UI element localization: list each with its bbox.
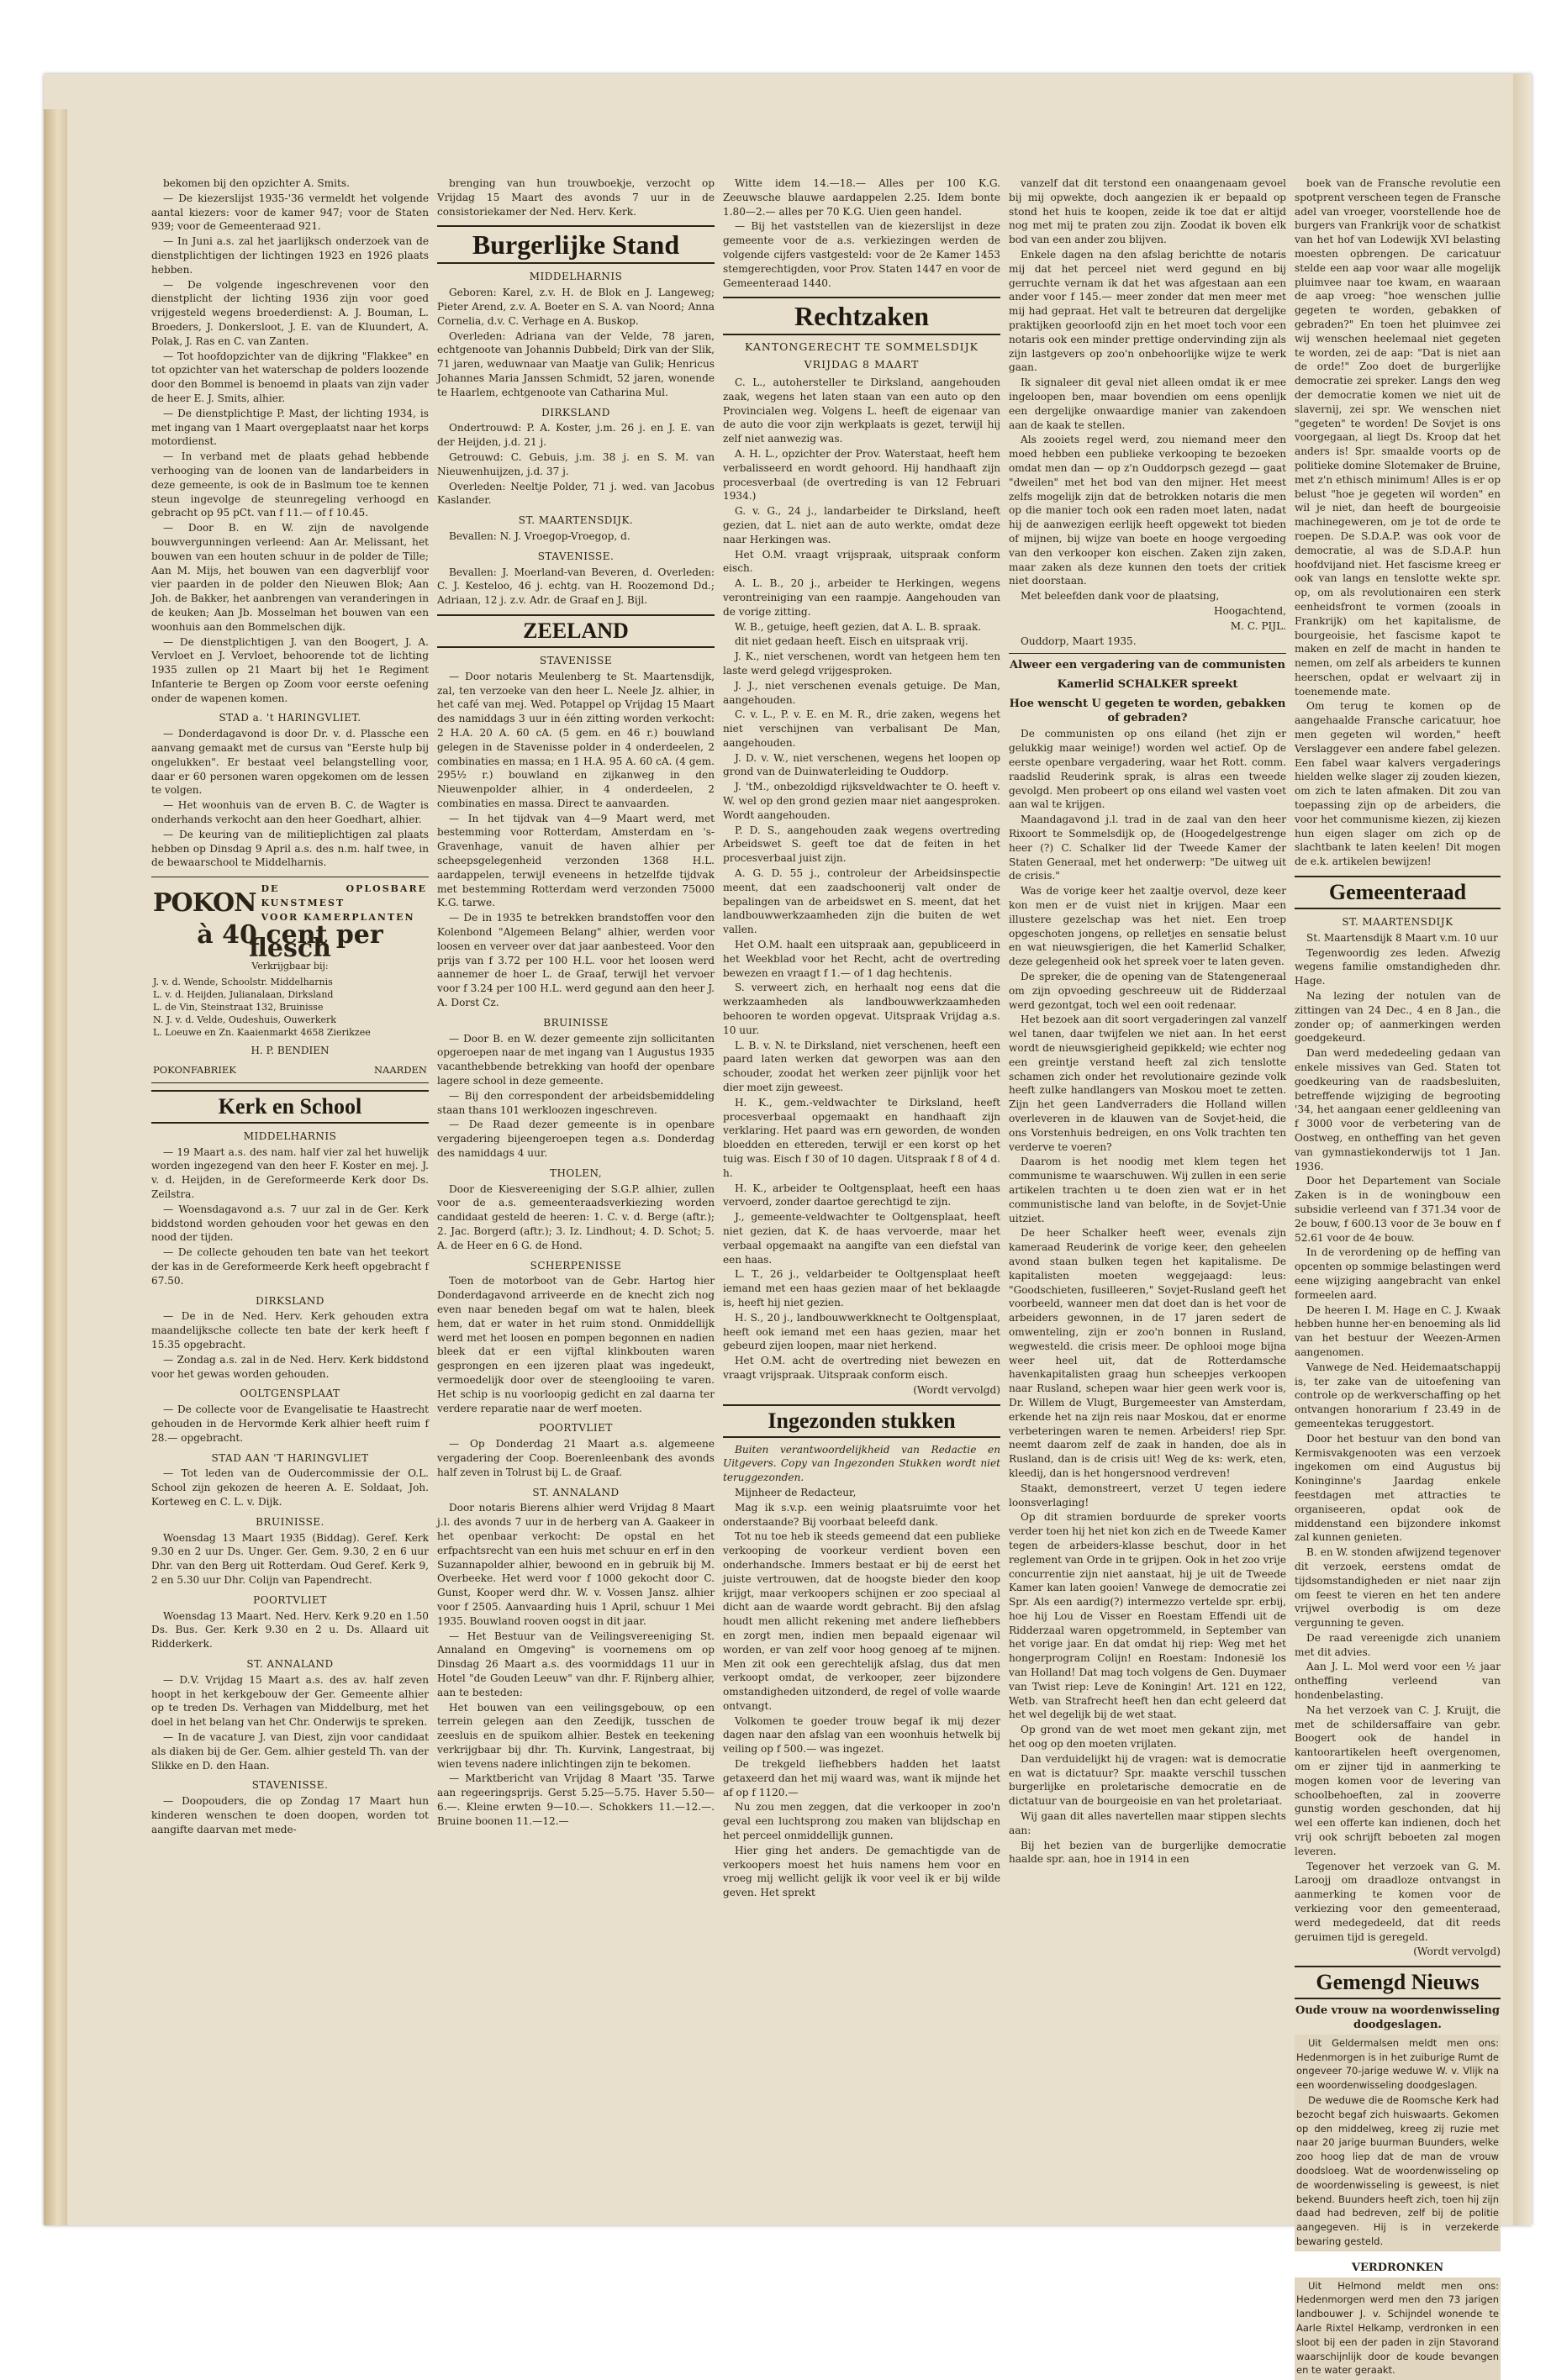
article-text: Als zooiets regel werd, zou niemand meer den moed hebben een publieke verkooping te bezoeken omdat men dan — op z'n Ouddorpsch gezegd — gaat "dweilen" met het bod van den mijner. Het meest zelfs mogelijk zijn dat de betrokken notaris die men op die manier toch ook een raden moet laten, nadat hij de aanwezigen eerlijk heeft opgewekt tot bieden of mijnen, bij wijze van boete en hooge vergoeding van den verkooper kon eischen. Zaken zijn zaken, maar zaken als deze kunnen den toets der critiek niet doorstaan. bbox=[1009, 434, 1286, 587]
section-title-rechtzaken: Rechtzaken bbox=[723, 297, 1000, 335]
article-text: — Door B. en W. dezer gemeente zijn sollicitanten opgeroepen naar de met ingang van 1 Augustus 1935 vacanthebbende betrekking van hoofd der openbare lagere school in deze gemeente. bbox=[437, 1032, 715, 1087]
article-text: L. B. v. N. te Dirksland, niet verschenen, heeft een paard laten werken dat geworpen was aan den schouder, zoodat het werken zeer pijnlijk voor het dier moet zijn geweest. bbox=[723, 1039, 1000, 1094]
place-heading: MIDDELHARNIS bbox=[529, 271, 623, 283]
article-text: Het O.M. vraagt vrijspraak, uitspraak conform eisch. bbox=[723, 548, 1000, 575]
article-text: De weduwe die de Roomsche Kerk had bezocht begaf zich huiswaarts. Gekomen op den middelweg, kreeg zij ruzie met naar 20 jarige buurman Buunders, welke zoo hoog liep dat de man de vrouw doodsloeg. Wat de woordenwisseling op de woordenwisseling is geweest, is niet bekend. Buunders heeft zich, toen hij zijn daad had bedreven, zelf bij de politie aangegeven. Hij is in verzekerde bewaring gesteld. bbox=[1296, 2094, 1499, 2247]
section-title-zeeland: ZEELAND bbox=[437, 614, 715, 648]
column-4 bbox=[1009, 176, 1286, 1867]
article-text: H. S., 20 j., landbouwwerkknecht te Ooltgensplaat, heeft ook iemand met een haas gezien, maar het gebeurd zijen loopen, maar niet herkend. bbox=[723, 1311, 1000, 1352]
article-text: Het bezoek aan dit soort vergaderingen zal vanzelf wel tanen, daar twijfelen we niet aan. In het eerst wordt de nieuwsgierigheid gepikkeld; wie echter nog een greintje verstand heeft zal zich tenslotte schamen zich onder het revolutionaire gezinde volk heeft zulke handlangers van Moskou moet te zetten. Zijn het geen Landverraders die Holland willen overleveren in de klauwen van de Sovjet-heid, die ons Vorstenhuis bedreigen, en ons Volk trachten ten verderve te voeren? bbox=[1009, 1014, 1286, 1153]
article-text: Overleden: Neeltje Polder, 71 j. wed. van Jacobus Kaslander. bbox=[437, 480, 715, 507]
ad-seller: L. v. d. Heijden, Julianalaan, Dirksland bbox=[153, 989, 334, 1001]
article-text: Getrouwd: C. Gebuis, j.m. 38 j. en S. M. van Nieuwenhuijzen, j.d. 37 j. bbox=[437, 450, 715, 477]
section-title-kerk-en-school: Kerk en School bbox=[151, 1090, 429, 1124]
article-text: J. J., niet verschenen evenals getuige. De Man, aangehouden. bbox=[723, 679, 1000, 706]
article-text: Ondertrouwd: P. A. Koster, j.m. 26 j. en J. E. van der Heijden, j.d. 21 j. bbox=[437, 422, 715, 449]
article-text: Dan verduidelijkt hij de vragen: wat is democratie en wat is dictatuur? Spr. maakte verschil tusschen burgerlijke en proletarische democratie en de dictatuur van de bourgeoisie en van het proletariaat. bbox=[1009, 1752, 1286, 1808]
article-text: De heer Schalker heeft weer, evenals zijn kameraad Reuderink de vorige keer, den geheelen avond staan bulken tegen het kapitalisme. De kapitalisten moeten weggejaagd: leus: "Goodschieten, fusilleeren," Sovjet-Rusland geeft het voorbeeld, wanneer men dat doet dan is het voor de arbeiders gewonnen, in de 17 jaren sedert de omwenteling, zijn er zoo'n bonnen in Rusland, wegwesteld. die crisis meer. De ophlooi moge bijna weer heel uit, dat de Rotterdamsche havenkapitalisten graag hun scheepjes verkoopen naar Rusland, schepen waar hier geen werk voor is, Dr. Willem de Vlugt, Burgemeester van Amsterdam, erkende het na zijn reis naar Moskou, dat er enorme verbeteringen waren te nemen. Arbeiders! riep Spr. neemt daarom zelf de zaak in handen, doe als in Rusland, dan is de crisis uit! Weg de ks: werk, eten, kleedij, dan is het hongersnood verdreven! bbox=[1009, 1227, 1286, 1479]
article-text: Door het bestuur van den bond van Kermisvakgenooten was een verzoek ingekomen om eind Augustus bij Koninginne's Jaardag enkele feestdagen met attracties te organiseeren, opdat ook de middenstand een bijzondere inkomst zal kunnen genieten. bbox=[1295, 1432, 1501, 1544]
place-heading: POORTVLIET bbox=[253, 1593, 327, 1606]
article-text: De communisten op ons eiland (het zijn er gelukkig maar weinige!) worden wel actief. Op de eerste openbare vergadering, waar het Rott. comm. raadslid Reuderink sprak, is alras een tweede gevolgd. Men probeert op ons eiland wel vasten voet aan wal te krijgen. bbox=[1009, 728, 1286, 811]
article-text: Na lezing der notulen van de zittingen van 24 Dec., 4 en 8 Jan., die zonder op; of aanmerkingen werden goedgekeurd. bbox=[1295, 990, 1501, 1045]
section-title-burgerlijke-stand: Burgerlijke Stand bbox=[437, 225, 715, 264]
section-title-ingezonden-stukken: Ingezonden stukken bbox=[723, 1404, 1000, 1438]
article-text: J., gemeente-veldwachter te Ooltgensplaat, heeft niet gezien, dat K. de haas vervoerde, maar het verbaal opgemaakt na aangifte van een diefstal van een haas. bbox=[723, 1211, 1000, 1266]
article-text: L. T., 26 j., veldarbeider te Ooltgensplaat heeft iemand met een haas gezien maar of het beklaagde is, heeft hij niet gezien. bbox=[723, 1268, 1000, 1308]
place-heading: THOLEN, bbox=[549, 1166, 603, 1179]
article-text: — De Raad dezer gemeente is in openbare vergadering bijeengeroepen tegen a.s. Donderdag des namiddags 4 uur. bbox=[437, 1119, 715, 1160]
article-text: Om terug te komen op de aangehaalde Fransche caricatuur, hoe men gegeten wil worden," heeft Verslaggever een andere fabel gelezen. Een fabel waar kalvers vergaderings hielden welke slager zij zouden kiezen, om zich te laten afmaken. Dit zou van toepassing zijn op de arbeiders, die voor het communisme kiezen, zij kiezen hun eigen slager om zich op de slachtbank te laten keelen! Dit mogen de e.k. artikelen bewijzen! bbox=[1295, 700, 1501, 868]
article-text: De spreker, die de opening van de Statengeneraal om zijn opvoeding geschreeuw uit de Ridderzaal werd gezontgat, toch wel een ooit redenaar. bbox=[1009, 971, 1286, 1011]
continued-note: (Wordt vervolgd) bbox=[913, 1383, 1000, 1396]
article-text: C. v. L., P. v. E. en M. R., drie zaken, wegens het niet verschijnen van verbalisant De Man, aangehouden. bbox=[723, 708, 1000, 749]
article-text: — In verband met de plaats gehad hebbende verhooging van de loonen van de landarbeiders in deze gemeente, is ook de in Baslmum toe te kennen steun ingevolge de steunregeling verhoogd en gebracht op 95 pCt. van f 11.— of f 10.45. bbox=[151, 450, 429, 519]
article-headline: Oude vrouw na woordenwisseling doodgeslagen. bbox=[1295, 2004, 1500, 2032]
court-heading: KANTONGERECHT TE SOMMELSDIJK bbox=[745, 340, 979, 354]
article-text: — De dienstplichtigen J. van den Boogert, J. A. Vervloet en J. Vervloet, behoorende tot de lichting 1935 zullen op 21 Maart bij het 1e Regiment Infanterie te Bergen op Zoom voor eerste oefening onder de wapenen komen. bbox=[151, 635, 429, 704]
article-text: Staakt, demonstreert, verzet U tegen iedere loonsverlaging! bbox=[1009, 1482, 1286, 1509]
article-headline: Alweer een vergadering van de communisten bbox=[1010, 659, 1285, 672]
article-text: brenging van hun trouwboekje, verzocht op Vrijdag 15 Maart des avonds 7 uur in de consistoriekamer der Ned. Herv. Kerk. bbox=[437, 177, 715, 218]
article-text: Woensdag 13 Maart. Ned. Herv. Kerk 9.20 en 1.50 Ds. Bus. Ger. Kerk 9.30 en 2 u. Ds. Allaard uit Ridderkerk. bbox=[151, 1609, 429, 1651]
ad-factory-city: NAARDEN bbox=[373, 1064, 427, 1077]
article-text: — Op Donderdag 21 Maart a.s. algemeene vergadering der Coop. Boerenleenbank des avonds half zeven in Tolrust bij L. de Graaf. bbox=[437, 1438, 715, 1478]
article-text: De trekgeld liefhebbers hadden het laatst getaxeerd dan het mij waard was, want ik mijnde het af op f 1120.— bbox=[723, 1758, 1000, 1798]
ad-seller: N. J. v. d. Velde, Oudeshuis, Ouwerkerk bbox=[153, 1014, 336, 1026]
article-text: — Doopouders, die op Zondag 17 Maart hun kinderen wenschen te doen doopen, worden tot aangifte daarvan met mede- bbox=[151, 1795, 429, 1835]
place-heading: DIRKSLAND bbox=[541, 406, 610, 419]
page-edge bbox=[1513, 74, 1532, 2225]
place-heading: ST. ANNALAND bbox=[532, 1486, 620, 1498]
article-text: Daarom is het noodig met klem tegen het communisme te waarschuwen. Wij zullen in een serie artikelen trachten u te doen zien wat er in het communistische land van belofte, in de Sovjet-Unie uitziet. bbox=[1009, 1156, 1286, 1224]
article-headline: VERDRONKEN bbox=[1351, 2261, 1444, 2274]
article-text: — De collecte voor de Evangelisatie te Haastrecht gehouden in de Hervormde Kerk alhier heeft ruim f 28.— opgebracht. bbox=[151, 1403, 429, 1444]
article-text: St. Maartensdijk 8 Maart v.m. 10 uur bbox=[1306, 931, 1498, 944]
article-text: vanzelf dat dit terstond een onaangenaam gevoel bij mij opwekte, doch aangezien ik er bepaald op stond het huis te koopen, zeide ik toe dat er altijd nog met mij te praten zou zijn. Zoodat ik boven elk bod van een ander zou blijven. bbox=[1009, 177, 1286, 246]
article-text: — De collecte gehouden ten bate van het teekort der kas in de Gereformeerde Kerk heeft opgebracht f 67.50. bbox=[151, 1246, 429, 1287]
article-text: S. verweert zich, en herhaalt nog eens dat die werkzaamheden als landbouwwerkzaamheden behooren te worden opgevat. Uitspraak Vrijdag a.s. 10 uur. bbox=[723, 982, 1000, 1036]
column-3 bbox=[723, 176, 1000, 1901]
article-subheadline: Hoe wenscht U gegeten te worden, gebakken of gebraden? bbox=[1009, 697, 1286, 724]
article-text: Geboren: Karel, z.v. H. de Blok en J. Langeweg; Pieter Arend, z.v. A. Boeter en S. A. van Noord; Anna Cornelia, d.v. C. Verhage en A. Buskop. bbox=[437, 287, 715, 327]
place-heading: ST. MAARTENSDIJK bbox=[1342, 916, 1453, 929]
ad-seller: J. v. d. Wende, Schoolstr. Middelharnis bbox=[153, 977, 333, 988]
article-text: Het O.M. acht de overtreding niet bewezen en vraagt vrijspraak. Uitspraak conform eisch. bbox=[723, 1355, 1000, 1381]
letter-signature: M. C. PIJL. bbox=[1230, 619, 1286, 632]
article-text: — Zondag a.s. zal in de Ned. Herv. Kerk biddstond voor het gewas worden gehouden. bbox=[151, 1353, 429, 1380]
court-date: VRIJDAG 8 MAART bbox=[804, 358, 920, 371]
column-1 bbox=[151, 176, 429, 1837]
article-text: Na het verzoek van C. J. Kruijt, die met de schildersaffaire van gebr. Boogert ook de handel in kantoorartikelen heeft overgenomen, om er zijner tijd in aanmerking te mogen komen voor de levering van schoolbehoeften, zal in zooverre gunstig worden geschonden, dat hij wel een offerte kan indienen, doch het vrij ook schrijft beboeten zal mogen leveren. bbox=[1295, 1703, 1501, 1857]
article-text: Ik signaleer dit geval niet alleen omdat ik er mee ingeloopen ben, maar bovendien om eens openlijk een dergelijke onwaardige manier van zakendoen aan de kaak te stellen. bbox=[1009, 376, 1286, 431]
article-text: G. v. G., 24 j., landarbeider te Dirksland, heeft gezien, dat L. niet aan de auto werkte, omdat deze naar Herkingen was. bbox=[723, 505, 1000, 545]
place-heading: STAD a. 't HARINGVLIET. bbox=[219, 712, 361, 724]
pokon-advertisement bbox=[151, 877, 429, 1083]
article-text: Door notaris Bierens alhier werd Vrijdag 8 Maart j.l. des avonds 7 uur in de herberg van A. Gaakeer in het openbaar verkocht: De opstal en het erfpachtsrecht van een huis met schuur en erf in den Suzannapolder alhier, bewoond en in gebruik bij M. Overbeeke. Het werd voor f 1000 gekocht door C. Gunst, Kooper werd dhr. W. v. Vossen Jansz. alhier voor f 2505. Aanvaarding huis 1 April, schuur 1 Mei 1935. Bouwland rooven oogst in dit jaar. bbox=[437, 1502, 715, 1627]
article-text: — Door B. en W. zijn de navolgende bouwvergunningen verleend: Aan Ar. Melissant, het bouwen van een houten schuur in de polder de Tille; Aan M. Mijs, het bouwen van een dagverblijf voor vier paarden in de polder den Nieuwen Blok; Aan Joh. de Bakker, het aanbrengen van veranderingen in de keuken; Aan Jb. Mosselman het bouwen van een woonhuis aan den Bommelschen dijk. bbox=[151, 522, 429, 633]
place-heading: ST. MAARTENSDIJK. bbox=[518, 514, 634, 527]
article-text: J. D. v. W., niet verschenen, wegens het loopen op grond van de Duinwaterleiding te Ouddorp. bbox=[723, 751, 1000, 778]
article-text: — Het woonhuis van de erven B. C. de Wagter is onderhands verkocht aan den heer Goedhart, alhier. bbox=[151, 799, 429, 826]
article-text: — De volgende ingeschrevenen voor den dienstplicht der lichting 1936 zijn voor goed vrijgesteld wegens broederdienst: A. J. Bouman, L. Broeders, J. Donkersloot, J. E. van de Kluundert, A. Polak, J. Ras en C. van Zanten. bbox=[151, 278, 429, 347]
article-text: — In de vacature J. van Diest, zijn voor candidaat als diaken bij de Ger. Gem. alhier gesteld Th. van der Slikke en D. den Haan. bbox=[151, 1730, 429, 1772]
article-text: — Donderdagavond is door Dr. v. d. Plassche een aanvang gemaakt met de cursus van "Eerste hulp bij ongelukken". Er bestaat veel belangstelling voor, daar er 60 personen waren opgekomen om de lessen te volgen. bbox=[151, 728, 429, 797]
news-item bbox=[1295, 2277, 1501, 2380]
article-text: — D.V. Vrijdag 15 Maart a.s. des av. half zeven hoopt in het kerkgebouw der Ger. Gemeente alhier op te treden Ds. Verhagen van Middelburg, met het doel in het belang van het Chr. Onderwijs te spreken. bbox=[151, 1673, 429, 1729]
place-heading: STAVENISSE. bbox=[537, 550, 615, 562]
article-text: Het bouwen van een veilingsgebouw, op een terrein gelegen aan den Zeedijk, tusschen de zeesluis en de spuikom alhier. Bestek en teekening verkrijgbaar bij dhr. Th. Kurvink, Langestraat, bij wien tevens nadere inlichtingen zijn te bekomen. bbox=[437, 1701, 715, 1770]
article-text: — In Juni a.s. zal het jaarlijksch onderzoek van de dienstplichtigen der lichtingen 1923 en 1926 plaats hebben. bbox=[151, 235, 429, 276]
article-text: P. D. S., aangehouden zaak wegens overtreding Arbeidswet S. geeft toe dat de feiten in het procesverbaal juist zijn. bbox=[723, 824, 1000, 865]
ad-seller: L. Loeuwe en Zn. Kaaienmarkt 4658 Zierikzee bbox=[153, 1027, 371, 1039]
article-text: A. H. L., opzichter der Prov. Waterstaat, heeft hem verbalisseerd en wordt gehoord. Hij handhaaft zijn procesverbaal (de overtreding is van 12 Februari 1934.) bbox=[723, 447, 1000, 503]
article-text: Maandagavond j.l. trad in de zaal van den heer Rixoort te Sommelsdijk op, de (Hoogedelgestrenge heer (?) C. Schalker lid der Tweede Kamer der Staten Generaal, met het onderwerp: "De uitweg uit de crisis." bbox=[1009, 814, 1286, 882]
article-text: C. L., autohersteller te Dirksland, aangehouden zaak, wegens het laten staan van een auto op den Provincialen weg. Volgens L. heeft de eigenaar van de auto die voor zijn werkplaats is gezet, terwijl hij zelf niet aanwezig was. bbox=[723, 376, 1000, 445]
ad-seller: L. de Vin, Steinstraat 132, Bruinisse bbox=[153, 1002, 324, 1014]
article-text: — Door notaris Meulenberg te St. Maartensdijk, zal, ten verzoeke van den heer L. Neele Jz. alhier, in het café van mej. Wed. Potappel op Vrijdag 15 Maart des namiddags 3 uur in één zitting worden verkocht: 2 H.A. 20 A. 60 cA. (5 gem. en 46 r.) bouwland gelegen in de Stavenisse polder in 4 onderdeelen, 2 combinaties en massa; en 1 H.A. 95 A. 60 cA. (4 gem. 295½ r.) bouwland en zijkanweg in den Nieuwenpolder alhier, in 4 onderdeelen, 2 combinaties en massa. Direct te aanvaarden. bbox=[437, 670, 715, 809]
article-text: — 19 Maart a.s. des nam. half vier zal het huwelijk worden ingezegend van den heer F. Koster en mej. J. v. d. Heijden, in de Gereformeerde Kerk door Ds. Zeilstra. bbox=[151, 1145, 429, 1201]
divider bbox=[1009, 653, 1286, 654]
article-subheadline: Kamerlid SCHALKER spreekt bbox=[1057, 678, 1238, 692]
article-text: J. 'tM., onbezoldigd rijksveldwachter te O. heeft v. W. wel op den grond gezien maar niet aangesproken. Wordt aangehouden. bbox=[723, 781, 1000, 821]
place-heading: MIDDELHARNIS bbox=[243, 1129, 337, 1142]
article-text: — De in de Ned. Herv. Kerk gehouden extra maandelijksche collecte ten bate der kerk heeft f 15.35 opgebracht. bbox=[151, 1310, 429, 1351]
article-text: A. L. B., 20 j., arbeider te Herkingen, wegens verontreiniging van een raampje. Aangehouden van de vorige zitting. bbox=[723, 577, 1000, 618]
place-heading: BRUINISSE bbox=[543, 1016, 609, 1029]
article-text: Mijnheer de Redacteur, bbox=[735, 1486, 857, 1498]
article-text: Woensdag 13 Maart 1935 (Biddag). Geref. Kerk 9.30 en 2 uur Ds. Unger. Ger. Gem. 9.30, 2 en 6 uur Dhr. van den Berg uit Rotterdam. Oud Geref. Kerk 9, 2 en 5.30 uur Dhr. Colijn van Papendrecht. bbox=[151, 1531, 429, 1586]
article-text: — Het Bestuur van de Veilingsvereeniging St. Annaland en Omgeving" is voornemens om op Dinsdag 26 Maart a.s. des voormiddags 11 uur in Hotel "de Gouden Leeuw" van dhr. F. Rijnberg alhier, aan te besteden: bbox=[437, 1630, 715, 1698]
article-text: Nu zou men zeggen, dat die verkooper in zoo'n geval een luchtsprong zou maken van blijdschap en het perceel onmiddellijk gunnen. bbox=[723, 1801, 1000, 1842]
article-text: — In het tijdvak van 4—9 Maart werd, met bestemming voor Rotterdam, Amsterdam en 's-Gravenhage, vanuit de haven alhier per scheepsgelegenheid verzonden 1368 H.L. aardappelen, terwijl eveneens in hetzelfde tijdvak met bestemming Rotterdam werd verzonden 75000 K.G. tarwe. bbox=[437, 812, 715, 909]
article-text: Bevallen: N. J. Vroegop-Vroegop, d. bbox=[449, 529, 630, 542]
news-item bbox=[1295, 2035, 1501, 2251]
letter-closing: Hoogachtend, bbox=[1213, 604, 1286, 617]
ad-sold-by: Verkrijgbaar bij: bbox=[251, 961, 329, 972]
place-heading: DIRKSLAND bbox=[256, 1294, 324, 1307]
article-text: Aan J. L. Mol werd voor een ½ jaar ontheffing verleend van hondenbelasting. bbox=[1295, 1661, 1501, 1702]
article-text: — Tot leden van de Oudercommissie der O.L. School zijn gekozen de heeren A. E. Soldaat, Joh. Korteweg en C. L. v. Dijk. bbox=[151, 1467, 429, 1508]
place-heading: SCHERPENISSE bbox=[530, 1259, 622, 1272]
article-text: boek van de Fransche revolutie een spotprent verscheen tegen de Fransche adel van vroeger, voorstellende hoe de burgers van Frankrijk voor de schatkist van het hof van Lodewijk XVI belasting moesten opbrengen. De caricatuur stelde een aap voor waar alle mogelijk pluimvee naar toe kwam, en waaraan de aap vroeg: "hoe wenschen jullie gegeten te worden, gebakken of gebraden?" En toen het pluimvee zei wij wenschen heelemaal niet gegeten te worden, zei de aap: "Dat is niet aan de orde!" Zoo doet de burgerlijke democratie zei spreker. Langs den weg der democratie komen we niet uit de slavernij, zei spr. We wenschen niet "gegeten" te worden! De Sovjet is ons voorgegaan, al liegt Ds. Kroop dat het anders is! Spr. smaalde voorts op de politieke domine Slotemaker de Bruine, met z'n ethisch minimum! Alles is er op belust "hoe je gegeten wil worden" en wil je niet, dan heeft de bourgeoisie machinegeweren, om je tot de orde te roepen. De S.D.A.P. was ook voor de democratie, al was de S.D.A.P. hun hoofdvijand niet. Het fascisme kreeg er ook van langs en tenslotte wekte spr. op, om als revolutionairen een sterk eenheidsfront te vormen (zooals in Frankrijk) om het kapitalisme, de bourgeoisie, het fascisme kapot te maken en zelf de macht in handen te nemen, om zelf als arbeiders te kunnen heerschen, opdat er welvaart zij in toenemende mate. bbox=[1295, 177, 1501, 698]
ad-tagline-2: VOOR KAMERPLANTEN bbox=[261, 911, 415, 923]
article-text: B. en W. stonden afwijzend tegenover dit verzoek, eerstens omdat de tijdsomstandigheden er niet naar zijn om feest te vieren en het ten andere vrijwel overbodig is om deze vergunning te geven. bbox=[1295, 1546, 1501, 1630]
article-text: Door de Kiesvereeniging der S.G.P. alhier, zullen voor de a.s. gemeenteraadsverkiezing worden candidaat gesteld de heeren: 1. C. v. d. Berge (aftr.); 2. Jac. Borgerd (aftr.); 3. Iz. Lindhout; 4. D. Schot; 5. A. de Heer en 6 G. de Hond. bbox=[437, 1182, 715, 1251]
ad-factory: POKONFABRIEK bbox=[153, 1064, 236, 1077]
column-5 bbox=[1295, 176, 1501, 2380]
place-heading: ST. ANNALAND bbox=[246, 1657, 334, 1670]
place-heading: BRUINISSE. bbox=[256, 1515, 324, 1528]
continued-note: (Wordt vervolgd) bbox=[1413, 1946, 1501, 1958]
article-text: Met beleefden dank voor de plaatsing, bbox=[1021, 590, 1220, 603]
article-text: J. K., niet verschenen, wordt van hetgeen hem ten laste werd gelegd vrijgesproken. bbox=[723, 650, 1000, 677]
article-text: De raad vereenigde zich unaniem met dit advies. bbox=[1295, 1631, 1501, 1658]
place-heading: POORTVLIET bbox=[539, 1422, 613, 1435]
place-heading: OOLTGENSPLAAT bbox=[240, 1387, 340, 1400]
ad-price: à 40 cent per flesch bbox=[197, 919, 383, 964]
article-text: — De dienstplichtige P. Mast, der lichting 1934, is met ingang van 1 Maart overgeplaatst naar het korps motordienst. bbox=[151, 407, 429, 448]
article-text: Witte idem 14.—18.— Alles per 100 K.G. Zeeuwsche blauwe aardappelen 2.25. Idem bonte 1.80—2.— alles per 70 K.G. Uien geen handel. bbox=[723, 177, 1000, 218]
place-heading: STAVENISSE bbox=[539, 654, 613, 666]
section-title-gemengd-nieuws: Gemengd Nieuws bbox=[1295, 1966, 1501, 1999]
column-2 bbox=[437, 176, 715, 1830]
article-text: H. K., gem.-veldwachter te Dirksland, heeft procesverbaal opgemaakt en handhaaft zijn verklaring. Het paard was ern geworden, de wonden bloedden en ettereden, terwijl er een korst op het tuig was. Eisch f 30 of 10 dagen. Uitspraak f 8 of 4 d. h. bbox=[723, 1096, 1000, 1179]
article-text: Op dit stramien borduurde de spreker voorts verder toen hij het niet kon zich en de Tweede Kamer tegen de arbeiders-klasse beschut, door in het reglement van Orde in te grijpen. Ook in het zoo vrije concurrentie zijn niet aanstaat, hij je uit de Tweede Kamer kan laten gooien! Vanwege de democratie zei Spr. Als een aardig(?) intermezzo vertelde spr. erbij, hoe hij Lou de Visser en Roestam Effendi uit de Ridderzaal waren opgetrommeld, in September van het vorige jaar. En dat omdat hij riep: Weg met het hongerprogram Colijn! en Roestam: Indonesië los van Holland! Dat mag toch volgens de Gen. Duymaer van Twist riep: Leve de Koningin! Art. 121 en 122, Wetb. van Strafrecht heeft hen dan echt geleerd dat het wel degelijk bij de wet staat. bbox=[1009, 1511, 1286, 1721]
article-text: Bevallen: J. Moerland-van Beveren, d. Overleden: C. J. Kesteloo, 46 j. echtg. van H. Roozemond Dd.; Adriaan, 12 j. z.v. Adr. de Graaf en J. Bijl. bbox=[437, 566, 715, 607]
article-text: Tegenwoordig zes leden. Afwezig wegens familie omstandigheden dhr. Hage. bbox=[1295, 946, 1501, 987]
article-text: Enkele dagen na den afslag berichtte de notaris mij dat het perceel niet werd gegund en bij gerruchte vernam ik dat het was afgestaan aan een ander voor f 145.— meer zonder dat men meer met mij had gepraat. Het valt te betreuren dat dergelijke praktijken geoorloofd zijn en het moet toch voor een notaris ook een minder prettige ondervinding zijn als zijn lastgevers op zoo'n onbehoorlijke wijze te werk gaan. bbox=[1009, 248, 1286, 374]
place-heading: STAVENISSE. bbox=[251, 1779, 329, 1792]
article-text: Op grond van de wet moet men gekant zijn, met het oog op den moeten vrijlaten. bbox=[1009, 1724, 1286, 1751]
article-text: A. G. D. 55 j., controleur der Arbeidsinspectie meent, dat een zaadschoonerij valt onder de bepalingen van de arbeidswet en S. meent, dat het landbouwwerkzaamheden zijn die buiten de wet vallen. bbox=[723, 867, 1000, 936]
article-text: Uit Helmond meldt men ons: Hedenmorgen werd men den 73 jarigen landbouwer J. v. Schijndel wonende te Aarle Rixtel Helkamp, verdronken in een sloot bij een der paden in zijn Stavorand waarschijnlijk door de koude bevangen en te water geraakt. bbox=[1296, 2279, 1499, 2377]
article-text: — De kiezerslijst 1935-'36 vermeldt het volgende aantal kiezers: voor de kamer 947; voor de Staten 939; voor de Gemeenteraad 921. bbox=[151, 192, 429, 233]
article-text: — De keuring van de militieplichtigen zal plaats hebben op Dinsdag 9 April a.s. des n.m. half twee, in de bewaarschool te Middelharnis. bbox=[151, 828, 429, 869]
article-text: Door het Departement van Sociale Zaken is in de woningbouw een subsidie verleend van f 371.34 voor de 2e bouw, f 600.13 voor de 3e bouw en f 52.61 voor de 4e bouw. bbox=[1295, 1175, 1501, 1244]
article-text: Tot nu toe heb ik steeds gemeend dat een publieke verkooping de voorkeur verdient boven een onderhandsche. Immers bestaat er bij de eerst het juiste vertrouwen, dat de hoogste bieder den koop krijgt, maar verkoopers schijnen er zoo speciaal al dicht aan de waarde wordt gebracht. Bij den afslag houdt men allicht rekening met andere liefhebbers en zorgt men, indien men bepaald eigenaar wil worden, er van zelf voor hoog genoeg af te mijnen. Men zit ook een gerechtelijk afslag, dus dat men verkoopt omdat, de verkooper, zeer bijzondere omstandigheden uitzonderd, de regel of volle waarde ontvangt. bbox=[723, 1530, 1000, 1712]
article-text: Overleden: Adriana van der Velde, 78 jaren, echtgenoote van Johannis Dubbeld; Dirk van der Slik, 71 jaren, weduwnaar van Maatje van Gulik; Henricus Johannes Maria Janssen Schmidt, 52 jaren, wonende te Haarlem, echtgenoote van Catharina Mul. bbox=[437, 329, 715, 398]
article-text: Bij het bezien van de burgerlijke democratie haalde spr. aan, hoe in 1914 in een bbox=[1009, 1839, 1286, 1866]
ad-tagline-1: DE OPLOSBARE KUNSTMEST bbox=[261, 883, 427, 909]
letter-place-date: Ouddorp, Maart 1935. bbox=[1021, 634, 1137, 647]
ad-brand: POKON bbox=[153, 888, 256, 919]
article-text: Toen de motorboot van de Gebr. Hartog hier Donderdagavond arriveerde en de knecht zich nog even naar beneden begaf om wat te halen, bleek hem, dat er water in het ruim stond. Onmiddellijk werd met het loosen en pompen begonnen en nadien bleek dat er een vijftal klinkbouten waren gesprongen en een ijzeren plaat was ingedeukt, vermoedelijk door over de steenglooiing te varen. Het schip is nu voorloopig gedicht en zal daarna ter verdere reparatie naar de werf moeten. bbox=[437, 1275, 715, 1414]
article-text: bekomen bij den opzichter A. Smits. bbox=[163, 177, 350, 189]
article-text: Uit Geldermalsen meldt men ons: Hedenmorgen is in het zuiburige Rumt de ongeveer 70-jarige weduwe W. v. Vlijk na een woordenwisseling doodgeslagen. bbox=[1296, 2036, 1499, 2092]
article-text: H. K., arbeider te Ooltgensplaat, heeft een haas vervoerd, zonder daartoe gerechtigd te zijn. bbox=[723, 1182, 1000, 1208]
article-text: Het O.M. haalt een uitspraak aan, gepubliceerd in het Weekblad voor het Recht, acht de overtreding bewezen en vraagt f 1.— of 1 dag hechtenis. bbox=[723, 939, 1000, 979]
article-text: Was de vorige keer het zaaltje overvol, deze keer kon men er de vuist niet in krijgen. Maar een illustere gezelschap was het niet. Een troep opgeschoten jongens, op relletjes en sensatie belust en wat nieuwsgierigen, die het Kamerlid Schalker, deze gelegenheid ook het spreek voer te laten geven. bbox=[1009, 885, 1286, 968]
article-text: — Tot hoofdopzichter van de dijkring "Flakkee" en tot opzichter van het waterschap de polders loozende door den Bommel is benoemd in plaats van zijn vader de heer E. J. Smits, alhier. bbox=[151, 350, 429, 404]
article-text: In de verordening op de heffing van opcenten op sommige belastingen werd eene wijziging aangebracht van enkel formeelen aard. bbox=[1295, 1246, 1501, 1301]
article-text: Wij gaan dit alles navertellen maar stippen slechts aan: bbox=[1009, 1810, 1286, 1836]
editorial-disclaimer: Buiten verantwoordelijkheid van Redactie en Uitgevers. Copy van Ingezonden Stukken wordt niet teruggezonden. bbox=[723, 1443, 1000, 1484]
article-text: Mag ik s.v.p. een weinig plaatsruimte voor het onderstaande? Bij voorbaat beleefd dank. bbox=[723, 1501, 1000, 1528]
article-text: Dan werd mededeeling gedaan van enkele missives van Ged. Staten tot goedkeuring van de raadsbesluiten, betreffende wijziging de begrooting '34, het aangaan eener geldleening van f 3000 voor de verbetering van de Oostweg, en ontheffing van het geven van gymnastiekonderwijs tot 1 Jan. 1936. bbox=[1295, 1047, 1501, 1172]
place-heading: STAD AAN 'T HARINGVLIET bbox=[211, 1451, 369, 1464]
article-text: Volkomen te goeder trouw begaf ik mij dezer dagen naar den afslag van een woonhuis hetwelk bij veiling op f 500.— was ingezet. bbox=[723, 1714, 1000, 1756]
article-text: Tegenover het verzoek van G. M. Laroojj om draadloze ontvangst in aanmerking te komen voor de verkiezing voor den gemeenteraad, werd medegedeeld, dat dit reeds geruimen tijd is geregeld. bbox=[1295, 1860, 1501, 1943]
section-title-gemeenteraad: Gemeenteraad bbox=[1295, 876, 1501, 909]
article-text: — Woensdagavond a.s. 7 uur zal in de Ger. Kerk biddstond worden gehouden voor het gewas en den nood der tijden. bbox=[151, 1203, 429, 1244]
article-text: — Marktbericht van Vrijdag 8 Maart '35. Tarwe aan regeeringsprijs. Gerst 5.25—5.75. Haver 5.50—6.—. Kleine erwten 9—10.—. Schokkers 11.—12.—. Bruine boonen 11.—12.— bbox=[437, 1772, 715, 1827]
ad-maker: H. P. BENDIEN bbox=[251, 1045, 330, 1057]
binding-spine bbox=[44, 109, 67, 2225]
article-text: Vanwege de Ned. Heidemaatschappij is, ter zake van de uitoefening van controle op de werkverschaffing op het ontvangen honorarium f 23.49 in de gemeentekas teruggestort. bbox=[1295, 1361, 1501, 1430]
article-text: Hier ging het anders. De gemachtigde van de verkoopers moest het huis namens hem voor en vroeg mij wellicht gelijk ik voor veel ik er bij wilde geven. Het sprekt bbox=[723, 1844, 1000, 1899]
article-text: — Bij den correspondent der arbeidsbemiddeling staan thans 101 werkloozen ingeschreven. bbox=[437, 1089, 715, 1116]
article-text: — De in 1935 te betrekken brandstoffen voor den Kolenbond "Algemeen Belang" alhier, werden voor loosen en verveer over dat jaar aanbesteed. Voor den prijs van f 3.72 per 100 H.L. voor het loosen werd aannemer de hoer L. de Graaf, terwijl het vervoer voor f 3.24 per 100 H.L. werd gegund aan den heer J. A. Dorst Cz. bbox=[437, 912, 715, 1009]
article-text: De heeren I. M. Hage en C. J. Kwaak hebben hunne her-en benoeming als lid van het bestuur der Weezen-Armen aangenomen. bbox=[1295, 1303, 1501, 1358]
article-text: dit niet gedaan heeft. Eisch en uitspraak vrij. bbox=[735, 635, 968, 648]
article-text: — Bij het vaststellen van de kiezerslijst in deze gemeente voor de a.s. verkiezingen werden de volgende cijfers vastgesteld: voor de 2e Kamer 1453 stemgerechtigden, voor Prov. Staten 1447 en voor de Gemeenteraad 1440. bbox=[723, 220, 1000, 289]
article-text: W. B., getuige, heeft gezien, dat A. L. B. spraak. bbox=[735, 620, 982, 633]
